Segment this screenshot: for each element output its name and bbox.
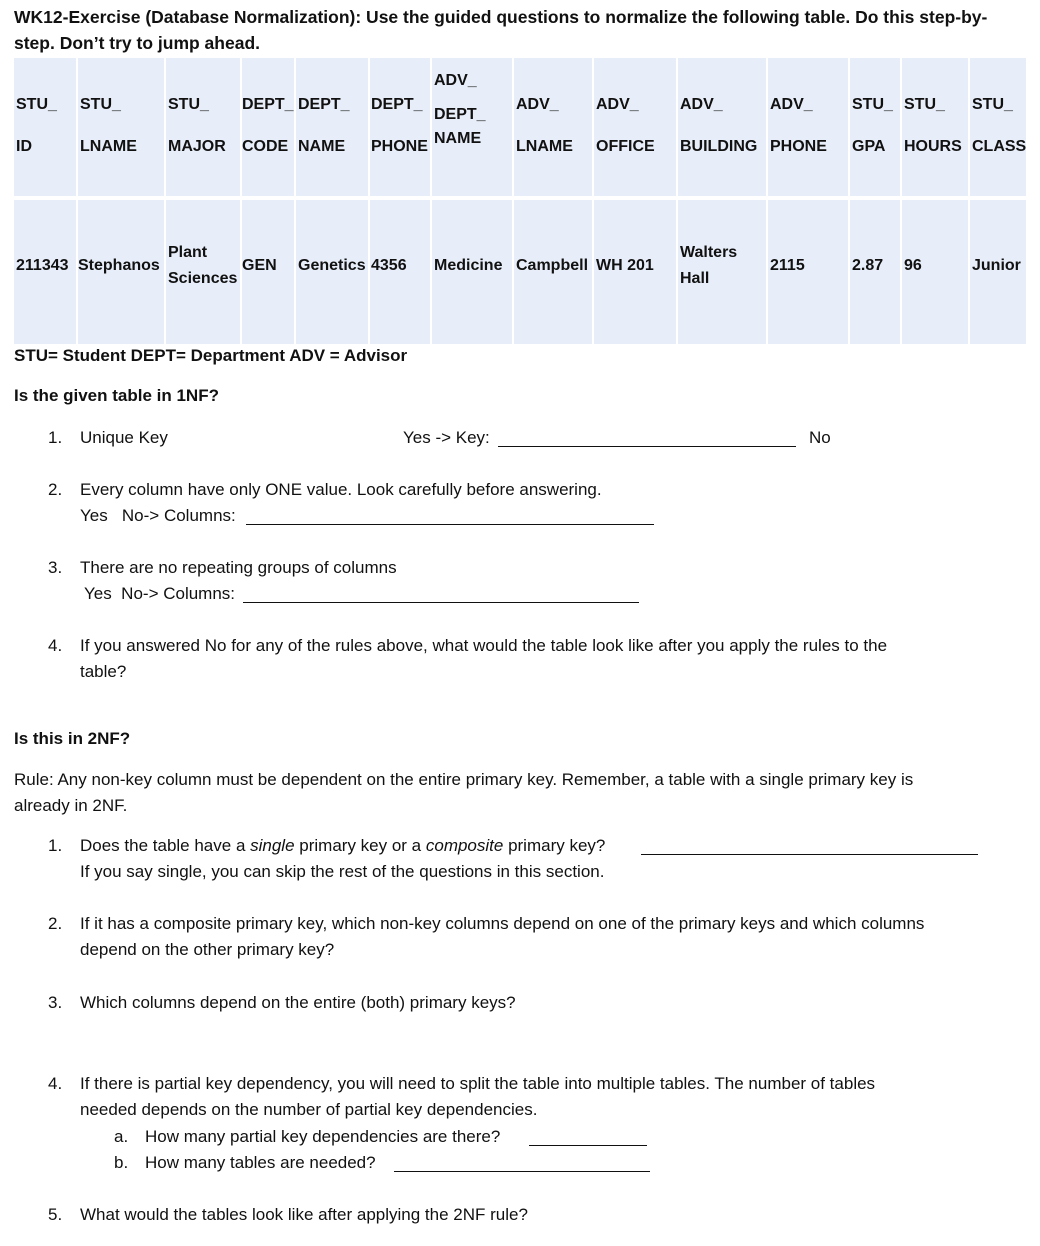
- nf2-heading: Is this in 2NF?: [14, 729, 131, 748]
- nf2-q2-number: 2.: [48, 914, 63, 933]
- cell-dept-phone: 4356: [371, 257, 407, 274]
- nf1-q1-text: Unique Key: [80, 428, 168, 447]
- nf1-q3-answer-line[interactable]: [243, 602, 639, 603]
- header-adv-building: ADV_ BUILDING: [680, 96, 758, 155]
- header-adv-dept-name: ADV_ DEPT_ NAME: [434, 72, 486, 147]
- header-adv-office: ADV_ OFFICE: [596, 96, 655, 155]
- nf2-q1-text: Does the table have a single primary key or a composite primary key?: [80, 836, 606, 855]
- header-dept-name: DEPT_ NAME: [298, 96, 350, 155]
- header-stu-lname: STU_ LNAME: [80, 96, 137, 155]
- cell-adv-phone: 2115: [770, 257, 805, 274]
- header-stu-gpa: STU_ GPA: [852, 96, 893, 155]
- nf2-q4b-text: How many tables are needed?: [145, 1153, 376, 1172]
- nf1-q1-no: No: [809, 428, 831, 447]
- nf1-q1-key-answer-line[interactable]: [498, 446, 796, 447]
- nf2-rule: Rule: Any non-key column must be dependent on the entire primary key. Remember, a table with a single primary key is already in 2NF.: [14, 770, 914, 815]
- header-adv-lname: ADV_ LNAME: [516, 96, 573, 155]
- nf2-q1-number: 1.: [48, 836, 63, 855]
- nf1-q4-text: If you answered No for any of the rules above, what would the table look like after you apply the rules to the table?: [80, 636, 888, 681]
- header-stu-major: STU_ MAJOR: [168, 96, 226, 155]
- cell-dept-name: Genetics: [298, 257, 366, 274]
- nf1-q2-answer: Yes No-> Columns:: [80, 506, 236, 525]
- abbreviation-legend: STU= Student DEPT= Department ADV = Advisor: [14, 346, 408, 365]
- nf2-q1-note: If you say single, you can skip the rest of the questions in this section.: [80, 862, 605, 881]
- cell-stu-gpa: 2.87: [852, 257, 884, 274]
- cell-stu-hours: 96: [904, 257, 922, 274]
- nf2-q4-number: 4.: [48, 1074, 63, 1093]
- nf2-q4b-label: b.: [114, 1153, 129, 1172]
- cell-stu-major: Plant Sciences: [168, 244, 238, 287]
- nf2-q1-answer-line[interactable]: [641, 854, 978, 855]
- nf1-heading: Is the given table in 1NF?: [14, 386, 219, 405]
- nf1-q2-answer-line[interactable]: [246, 524, 654, 525]
- nf1-q4-number: 4.: [48, 636, 63, 655]
- nf2-q4a-label: a.: [114, 1127, 129, 1146]
- page-title: WK12-Exercise (Database Normalization): Use the guided questions to normalize the following table. Do this step-by-step. Don’t try to jump ahead.: [14, 7, 988, 53]
- nf2-q4b-answer-line[interactable]: [394, 1171, 650, 1172]
- header-stu-id: STU_ ID: [16, 96, 57, 155]
- header-dept-phone: DEPT_ PHONE: [371, 96, 428, 155]
- nf1-q3-answer: Yes No-> Columns:: [84, 584, 236, 603]
- nf2-q3-text: Which columns depend on the entire (both) primary keys?: [80, 993, 516, 1012]
- nf1-q1-yes: Yes -> Key:: [403, 428, 490, 447]
- cell-stu-id: 211343: [16, 257, 69, 274]
- nf1-q2-number: 2.: [48, 480, 63, 499]
- header-stu-class: STU_ CLASS: [972, 96, 1027, 155]
- nf2-q2-text: If it has a composite primary key, which non-key columns depend on one of the primary keys and which columns depend on the other primary key?: [80, 914, 925, 959]
- cell-dept-code: GEN: [242, 257, 277, 274]
- nf2-q3-number: 3.: [48, 993, 63, 1012]
- nf2-q4-text: If there is partial key dependency, you will need to split the table into multiple tables. The number of tables needed depends on the number of partial key dependencies.: [80, 1074, 876, 1119]
- cell-adv-lname: Campbell: [516, 257, 589, 274]
- nf2-q5-text: What would the tables look like after applying the 2NF rule?: [80, 1205, 528, 1224]
- nf2-q4a-answer-line[interactable]: [529, 1145, 647, 1146]
- nf1-q2-text: Every column have only ONE value. Look carefully before answering.: [80, 480, 602, 499]
- header-stu-hours: STU_ HOURS: [904, 96, 962, 155]
- nf1-q3-number: 3.: [48, 558, 63, 577]
- cell-stu-lname: Stephanos: [78, 257, 160, 274]
- header-adv-phone: ADV_ PHONE: [770, 96, 827, 155]
- cell-adv-dept-name: Medicine: [434, 257, 503, 274]
- cell-adv-building: Walters Hall: [680, 244, 738, 287]
- nf2-q5-number: 5.: [48, 1205, 63, 1224]
- nf2-q4a-text: How many partial key dependencies are there?: [145, 1127, 501, 1146]
- header-dept-code: DEPT_ CODE: [242, 96, 294, 155]
- nf1-q1-number: 1.: [48, 428, 63, 447]
- normalization-table: [14, 58, 1026, 344]
- cell-stu-class: Junior: [972, 257, 1021, 274]
- nf1-q3-text: There are no repeating groups of columns: [80, 558, 397, 577]
- cell-adv-office: WH 201: [596, 257, 654, 274]
